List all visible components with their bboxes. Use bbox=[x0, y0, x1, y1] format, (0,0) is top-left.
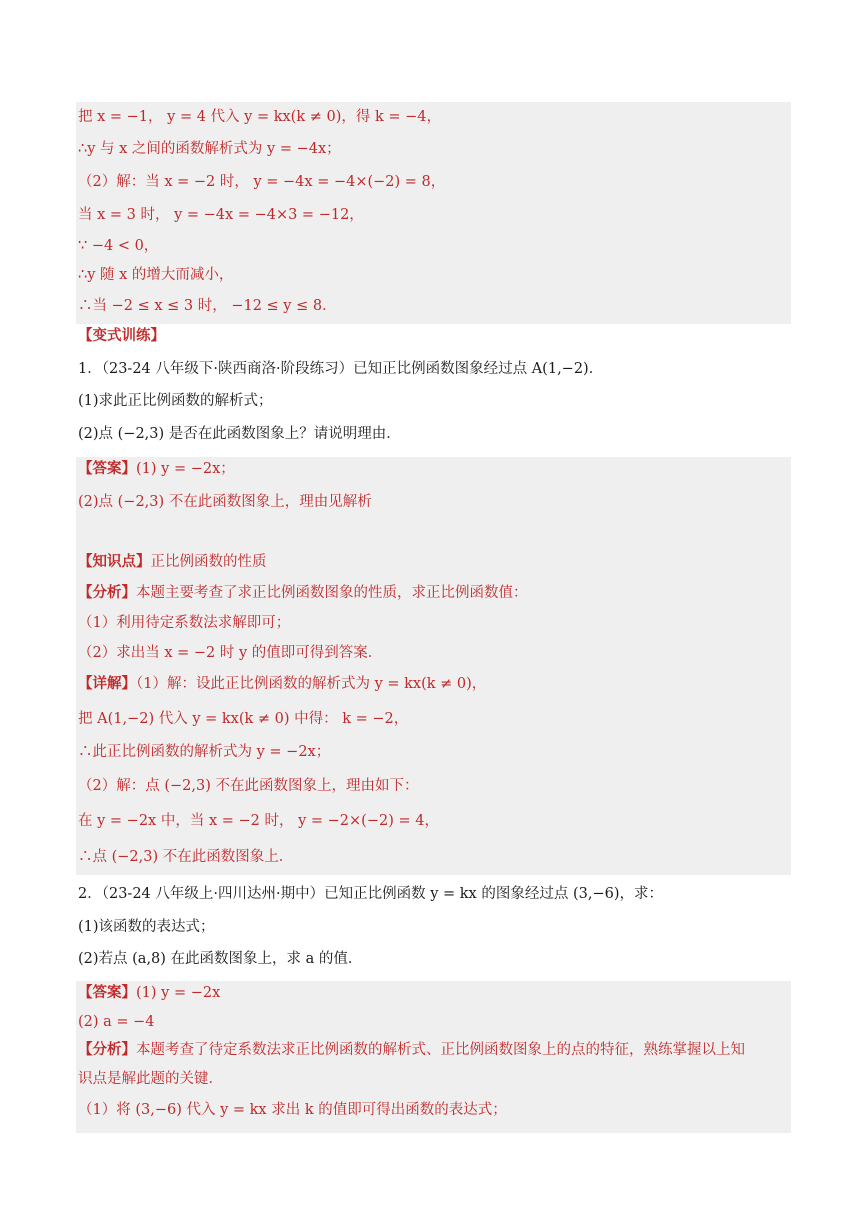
knowledge-point-line bbox=[78, 552, 267, 572]
analysis-line: （1）利用待定系数法求解即可； bbox=[78, 615, 291, 631]
detail-line: 把 A(1,−2) 代入 y = kx(k ≠ 0) 中得： k = −2， bbox=[78, 711, 409, 727]
analysis-text: 本题考查了待定系数法求正比例函数的解析式、正比例函数图象上的点的特征，熟练掌握以上知 bbox=[136, 1042, 745, 1058]
analysis-label: 【分析】 bbox=[78, 584, 136, 601]
analysis-line: （1）将 (3,−6) 代入 y = kx 求出 k 的值即可得出函数的表达式； bbox=[78, 1102, 507, 1118]
detail-line: （2）解：点 (−2,3) 不在此函数图象上，理由如下： bbox=[78, 778, 419, 794]
solution-line: （2）解：当 x = −2 时， y = −4x = −4×(−2) = 8， bbox=[78, 174, 446, 190]
question-2-stem: 2．（23-24 八年级上·四川达州·期中）已知正比例函数 y = kx 的图象经过点 (3,−6)，求： bbox=[78, 886, 663, 902]
solution-line: ∴y 与 x 之间的函数解析式为 y = −4x； bbox=[78, 141, 341, 157]
knowledge-point-text: 正比例函数的性质 bbox=[150, 554, 267, 570]
solution-line: ∴当 −2 ≤ x ≤ 3 时， −12 ≤ y ≤ 8． bbox=[78, 298, 337, 314]
detail-line: 在 y = −2x 中，当 x = −2 时， y = −2×(−2) = 4， bbox=[78, 813, 439, 829]
solution-line: ∵ −4 < 0， bbox=[78, 238, 159, 254]
solution-line: 把 x = −1， y = 4 代入 y = kx(k ≠ 0)，得 k = −4， bbox=[78, 109, 441, 125]
section-heading: 【变式训练】 bbox=[78, 327, 165, 344]
answer-line bbox=[78, 983, 220, 1003]
question-1-part-2: (2)点 (−2,3) 是否在此函数图象上？请说明理由． bbox=[78, 426, 401, 442]
detail-line: ∴点 (−2,3) 不在此函数图象上． bbox=[78, 849, 294, 865]
detail-line bbox=[78, 674, 486, 694]
analysis-label: 【分析】 bbox=[78, 1041, 136, 1058]
analysis-line: （2）求出当 x = −2 时 y 的值即可得到答案． bbox=[78, 645, 383, 661]
answer-text: (1) y = −2x； bbox=[136, 461, 235, 477]
answer-line bbox=[78, 459, 235, 479]
answer-label: 【答案】 bbox=[78, 984, 136, 1001]
detail-line: ∴此正比例函数的解析式为 y = −2x； bbox=[78, 744, 331, 760]
question-2-part-1: (1)该函数的表达式； bbox=[78, 919, 215, 935]
solution-line: ∴y 随 x 的增大而减小， bbox=[78, 267, 234, 283]
answer-label: 【答案】 bbox=[78, 460, 136, 477]
detail-label: 【详解】 bbox=[78, 675, 136, 692]
solution-line: 当 x = 3 时， y = −4x = −4×3 = −12， bbox=[78, 207, 364, 223]
question-1-stem: 1．（23-24 八年级下·陕西商洛·阶段练习）已知正比例函数图象经过点 A(1,−2)． bbox=[78, 361, 604, 377]
question-1-part-1: (1)求此正比例函数的解析式； bbox=[78, 393, 273, 409]
analysis-text: 本题主要考查了求正比例函数图象的性质，求正比例函数值： bbox=[136, 585, 528, 601]
analysis-line: 识点是解此题的关键． bbox=[78, 1071, 223, 1087]
knowledge-point-label: 【知识点】 bbox=[78, 553, 151, 570]
question-2-part-2: (2)若点 (a,8) 在此函数图象上，求 a 的值． bbox=[78, 951, 363, 967]
detail-text: （1）解：设此正比例函数的解析式为 y = kx(k ≠ 0)， bbox=[136, 676, 487, 692]
analysis-line bbox=[78, 583, 528, 603]
analysis-line bbox=[78, 1040, 745, 1060]
answer-text: (1) y = −2x bbox=[136, 985, 221, 1001]
answer-line: (2)点 (−2,3) 不在此函数图象上，理由见解析 bbox=[78, 494, 372, 510]
answer-line: (2) a = −4 bbox=[78, 1014, 155, 1030]
